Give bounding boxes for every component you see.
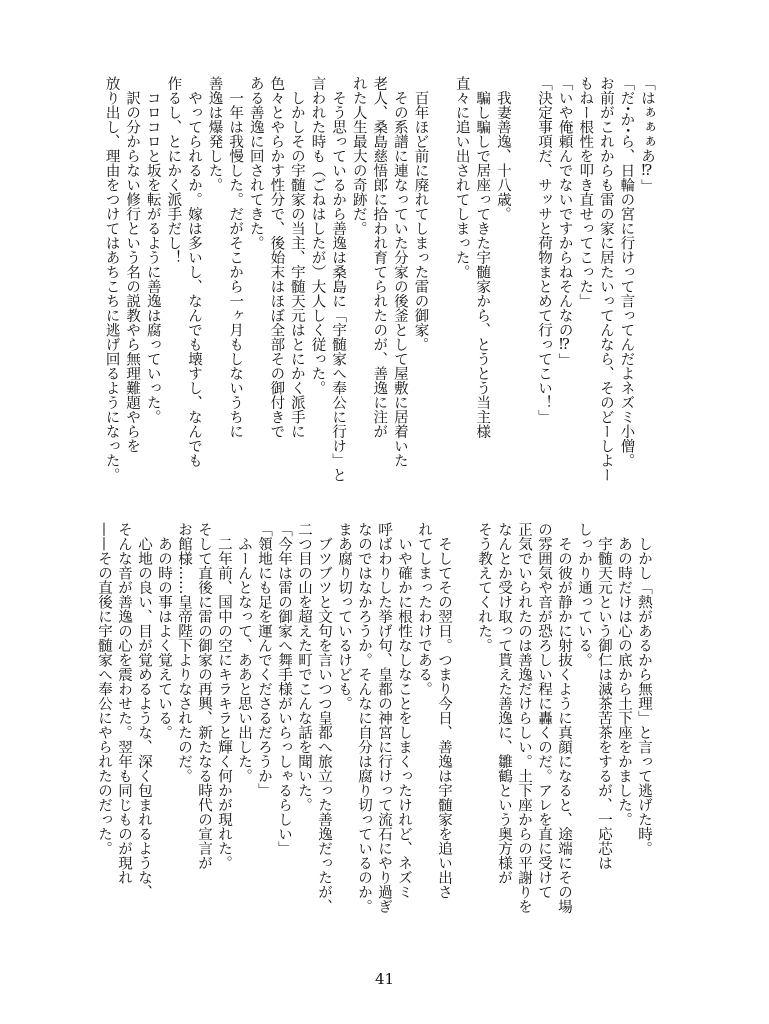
text-line: なのではなかろうか。そんなに自分は腐り切っているのか。 [356,522,372,914]
text-line: 一年は我慢した。だがそこから一ヶ月もしないうちに [227,76,244,439]
text-line: ふーんとなって、ああと思い出した。 [236,522,252,783]
text-line: 百年ほど前に廃れてしまった雷の御家。 [412,76,429,352]
text-line: その彼が静かに射抜くように真顔になると、途端にその場 [556,522,572,914]
text-line: 二年前、国中の空にキラキラと輝く何かが現れた。 [216,522,232,870]
text-line: いや確かに根性なしなことをしまくったけれど、ネズミ [396,522,412,899]
text-line: 正気でいられたのは善逸だけらしい。土下座からの平謝りを [516,522,532,914]
text-line: その系譜に連なっていた分家の後釜として屋敷に居着いた [391,76,408,468]
text-line: しかしその宇髄家の当主、宇髄天元はとにかく派手に [288,76,305,439]
text-line: そしてその翌日。つまり今日、善逸は宇髄家を追い出さ [436,522,452,899]
text-line: 「今年は雷の御家へ舞手様がいらっしゃるらしい」 [276,522,292,856]
text-line: 放り出し、理由をつけてはあちこちに逃げ回るようになった。 [103,76,120,482]
text-line: お館様……皇帝陛下よりなされたのだ。 [176,522,192,783]
text-line: そう教えてくれた。 [476,522,492,653]
text-line: 呼ばわりした挙げ句、皇都の神宮に行けって流石にやり過ぎ [376,522,392,914]
page-number: 41 [374,970,395,988]
text-line: 宇髄天元という御仁は滅茶苦茶をするが、一応芯は [596,522,612,870]
text-line: なんとか受け取って貰えた善逸に、雛鶴という奥方様が [496,522,512,885]
text-line: そして直後に雷の御家の再興、新たなる時代の宣言が [196,522,212,870]
text-line: 作るし、とにかく派手だし！ [165,76,182,265]
text-line: 心地の良い、目が覚めるような、深く包まれるような、 [136,522,152,899]
text-line: 騙し騙しで居座ってきた宇髄家から、とうとう当主様 [474,76,491,439]
text-line: 直々に追い出されてしまった。 [453,76,470,279]
text-line: 二つ目の山を超えた町でこんな話を聞いた。 [296,522,312,812]
text-line: あの時だけは心の底から土下座をかました。 [616,522,632,827]
text-line: ——その直後に宇髄家へ奉公にやられたのだった。 [96,522,112,856]
text-line [454,522,474,950]
text-line: ある善逸に回されてきた。 [247,76,264,250]
lower-text-block [94,522,654,950]
text-line: 色々とやらかす性分で、後始末はほぼ全部その御付きで [268,76,285,439]
text-line: ブツブツと文句を言いつつ皇都へ旅立った善逸だったが、 [316,522,332,914]
text-line: 「だ･か･ら、日輪の宮に行けって言ってんだよネズミ小僧。 [618,76,635,468]
text-line: れた人生最大の奇跡だ。 [350,76,367,236]
text-line: そんな音が善逸の心を震わせた。翌年も同じものが現れ [116,522,132,885]
text-line: あの時の事はよく覚えている。 [156,522,172,740]
text-line: そう思っているから善逸は桑島に「宇髄家へ奉公に行け」と [330,76,347,482]
text-line: お前がこれからも雷の家に居たいってんなら、そのどーしよー [597,76,614,482]
text-line: しかし「熱があるから無理」と言って逃げた時。 [636,522,652,856]
text-line: まあ腐り切っているけども。 [336,522,352,711]
text-line: 老人、桑島慈悟郎に拾われ育てられたのが、善逸に注が [371,76,388,439]
text-line: 善逸は爆発した。 [206,76,223,192]
text-line: 言われた時も（ごねはしたが）大人しく従った。 [309,76,326,395]
text-line [430,76,451,488]
text-line: 我妻善逸、十八歳。 [494,76,511,221]
upper-text-block [103,76,657,488]
text-line: やってられるか。嫁は多いし、なんでも壊すし、なんでも [185,76,202,468]
text-line: 「はぁぁぁあ⁉」 [639,76,655,194]
text-line: の雰囲気や音が恐ろしい程に轟くのだ。アレを直に受けて [536,522,552,899]
text-line: もねー根性を叩き直せってこった」 [577,76,594,308]
text-line: コロコロと坂を転がるように善逸は腐っていった。 [144,76,161,424]
text-line: 訳の分からない修行という名の説教やら無理難題やらを [124,76,141,453]
text-line [513,76,534,488]
text-line: 「領地にも足を運んでくださるだろうか」 [256,522,272,798]
text-line: しっかり通っている。 [576,522,592,667]
text-line: 「いや俺頼んでないですからねそんなの⁉」 [556,76,573,368]
text-line: れてしまったわけである。 [416,522,432,696]
text-line: 「決定事項だ、サッサと荷物まとめて行ってこい！」 [536,76,553,424]
